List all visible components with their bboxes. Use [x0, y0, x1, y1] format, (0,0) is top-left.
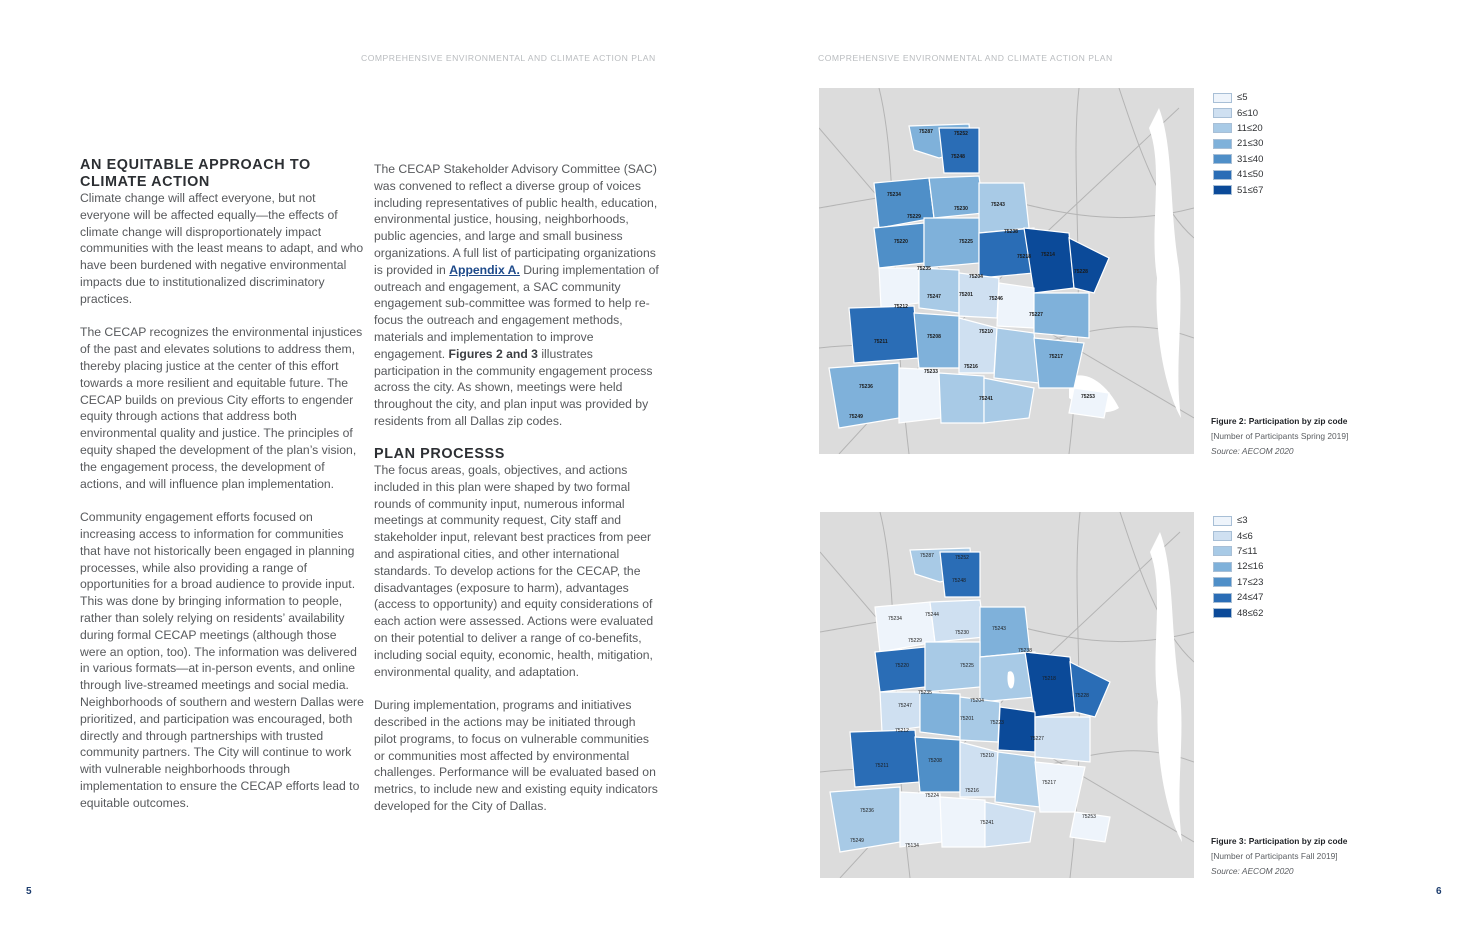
legend-item	[1213, 105, 1263, 120]
svg-text:75243: 75243	[992, 626, 1006, 632]
running-header-right: COMPREHENSIVE ENVIRONMENTAL AND CLIMATE ACTION PLAN	[818, 53, 1113, 63]
svg-text:75224: 75224	[925, 793, 939, 799]
svg-text:75249: 75249	[850, 838, 864, 844]
legend-item	[1213, 513, 1263, 528]
legend-item	[1213, 90, 1263, 105]
legend-label: 24≤47	[1237, 592, 1264, 604]
legend-label: 31≤40	[1237, 153, 1264, 165]
svg-text:75216: 75216	[965, 788, 979, 794]
svg-text:75228: 75228	[1074, 269, 1088, 275]
svg-text:75210: 75210	[979, 329, 993, 335]
legend-item	[1213, 167, 1263, 182]
legend-item	[1213, 590, 1263, 605]
legend-item	[1213, 559, 1263, 574]
svg-text:75248: 75248	[951, 154, 965, 160]
svg-text:75218: 75218	[1017, 254, 1031, 260]
svg-text:75134: 75134	[905, 843, 919, 849]
legend-label: 6≤10	[1237, 107, 1259, 119]
legend-swatch	[1213, 608, 1232, 618]
heading-line-2: CLIMATE ACTION	[80, 173, 210, 190]
figure-2-caption	[1211, 414, 1348, 459]
svg-text:75208: 75208	[928, 758, 942, 764]
text: The CECAP Stakeholder Advisory Committee (SAC) was convened to reflect a diverse group of voices including representatives of public health, education, environmental justice, housing, neighborhoods, public agencies, and large and small business organizations. A full list of participating organizations is provided in	[374, 162, 658, 277]
section-heading	[80, 157, 365, 190]
svg-text:75216: 75216	[964, 364, 978, 370]
caption-source: Source: AECOM 2020	[1211, 446, 1294, 456]
legend-swatch	[1213, 185, 1232, 195]
svg-text:75252: 75252	[955, 555, 969, 561]
legend-label: 51≤67	[1237, 184, 1264, 196]
svg-text:75241: 75241	[980, 820, 994, 826]
legend-item	[1213, 605, 1263, 620]
legend-swatch	[1213, 123, 1232, 133]
svg-text:75246: 75246	[989, 296, 1003, 302]
caption-subtitle: [Number of Participants Spring 2019]	[1211, 431, 1349, 441]
legend-label: 48≤62	[1237, 607, 1264, 619]
figure-2-legend	[1213, 90, 1263, 198]
svg-text:75252: 75252	[954, 131, 968, 137]
legend-label: 41≤50	[1237, 169, 1264, 181]
figure-2-map	[819, 88, 1194, 454]
svg-text:75217: 75217	[1049, 354, 1063, 360]
svg-text:75210: 75210	[980, 753, 994, 759]
section-heading-plan-process: PLAN PROCESSS	[374, 445, 505, 462]
svg-text:75287: 75287	[919, 129, 933, 135]
svg-text:75218: 75218	[1042, 676, 1056, 682]
legend-swatch	[1213, 93, 1232, 103]
svg-text:75220: 75220	[894, 239, 908, 245]
svg-text:75217: 75217	[1042, 780, 1056, 786]
svg-text:75241: 75241	[979, 396, 993, 402]
legend-item	[1213, 575, 1263, 590]
paragraph: During implementation, programs and initiatives described in the actions may be initiated through pilot programs, to focus on vulnerable communities or communities most affected by environmental challenges. Performance will be evaluated based on metrics, to include new and existing equity indicators developed for the City of Dallas.	[374, 698, 658, 813]
figure-3-caption	[1211, 834, 1347, 879]
paragraph-sac	[374, 161, 659, 430]
svg-text:75212: 75212	[895, 728, 909, 734]
legend-swatch	[1213, 516, 1232, 526]
caption-subtitle: [Number of Participants Fall 2019]	[1211, 851, 1338, 861]
svg-text:75243: 75243	[991, 202, 1005, 208]
legend-label: ≤3	[1237, 515, 1248, 527]
paragraph: Community engagement efforts focused on increasing access to information for communities that have not historically been engaged in planning processes, while also providing a range of opportunities for a broad audience to provide input. This was done by bringing information to people, rather than solely relying on residents’ availability during formal CECAP meetings (although those were an option, too). The information was delivered in various formats—at in-person events, and online through live-streamed meetings and social media. Neighborhoods of southern and western Dallas were prioritized, and participation was encouraged, both directly and through partnerships with trusted community partners. The City will continue to work with vulnerable neighborhoods through implementation to ensure the CECAP efforts lead to equitable outcomes.	[80, 510, 364, 810]
legend-swatch	[1213, 108, 1232, 118]
legend-swatch	[1213, 577, 1232, 587]
caption-title: Figure 3: Participation by zip code	[1211, 836, 1348, 846]
legend-label: 17≤23	[1237, 576, 1264, 588]
legend-swatch	[1213, 546, 1232, 556]
svg-text:75247: 75247	[898, 703, 912, 709]
legend-item	[1213, 182, 1263, 197]
legend-label: 21≤30	[1237, 138, 1264, 150]
page-number-right: 6	[1436, 886, 1442, 897]
svg-text:75229: 75229	[908, 638, 922, 644]
svg-text:75223: 75223	[990, 720, 1004, 726]
svg-text:75208: 75208	[927, 334, 941, 340]
svg-text:75204: 75204	[970, 698, 984, 704]
heading-line-1: AN EQUITABLE APPROACH TO	[80, 157, 311, 173]
legend-item	[1213, 544, 1263, 559]
column-sac-plan-process	[374, 161, 659, 815]
legend-swatch	[1213, 170, 1232, 180]
svg-text:75253: 75253	[1081, 394, 1095, 400]
svg-text:75220: 75220	[895, 663, 909, 669]
svg-text:75211: 75211	[874, 339, 888, 345]
page-number-left: 5	[26, 886, 32, 897]
appendix-a-link[interactable]: Appendix A.	[449, 262, 520, 277]
legend-swatch	[1213, 593, 1232, 603]
paragraph: Climate change will affect everyone, but not everyone will be affected equally—the effects of climate change will disproportionately impact communities with the least means to adapt, and who have been burdened with negative environmental impacts due to institutionalized discriminatory practices.	[80, 191, 364, 306]
svg-text:75230: 75230	[954, 206, 968, 212]
legend-item	[1213, 152, 1263, 167]
svg-text:75230: 75230	[955, 630, 969, 636]
legend-swatch	[1213, 154, 1232, 164]
svg-text:75201: 75201	[959, 292, 973, 298]
svg-text:75201: 75201	[960, 716, 974, 722]
svg-text:75214: 75214	[1041, 252, 1055, 258]
svg-text:75227: 75227	[1029, 312, 1043, 318]
legend-item	[1213, 136, 1263, 151]
figure-3-legend	[1213, 513, 1263, 621]
svg-text:75236: 75236	[859, 384, 873, 390]
text: illustrates participation in the community engagement process across the city. As shown, meetings were held throughout the city, and plan input was provided by residents from all Dallas zip codes.	[374, 346, 653, 428]
svg-text:75225: 75225	[960, 663, 974, 669]
svg-text:75235: 75235	[917, 266, 931, 272]
svg-text:75233: 75233	[924, 369, 938, 375]
svg-text:75244: 75244	[925, 612, 939, 618]
svg-text:75236: 75236	[860, 808, 874, 814]
legend-label: 4≤6	[1237, 530, 1253, 542]
svg-text:75238: 75238	[1018, 648, 1032, 654]
svg-text:75248: 75248	[952, 578, 966, 584]
svg-text:75235: 75235	[918, 690, 932, 696]
svg-text:75212: 75212	[894, 304, 908, 310]
svg-text:75225: 75225	[959, 239, 973, 245]
legend-item	[1213, 121, 1263, 136]
caption-source: Source: AECOM 2020	[1211, 866, 1294, 876]
paragraph: The focus areas, goals, objectives, and actions included in this plan were shaped by two formal rounds of community input, numerous informal meetings at community request, City staff and stakeholder input, relevant best practices from peer and aspirational cities, and other international standards. To develop actions for the CECAP, the disadvantages (exposure to harm), advantages (access to opportunity) and equity considerations of each action were assessed. Actions were evaluated on their potential to deliver a range of co-benefits, including social equity, economic, health, mitigation, environmental quality, and adaptation.	[374, 463, 654, 679]
svg-text:75204: 75204	[969, 274, 983, 280]
legend-swatch	[1213, 139, 1232, 149]
legend-label: 11≤20	[1237, 122, 1263, 134]
paragraph: The CECAP recognizes the environmental injustices of the past and elevates solutions to address them, thereby placing justice at the center of this effort towards a more resilient and equitable future. The CECAP builds on previous City efforts to engender equity through actions that address both environmental quality and justice. The principles of equity shaped the development of the plan’s vision, the engagement process, the development of actions, and will influence plan implementation.	[80, 325, 363, 491]
column-equitable-approach	[80, 157, 365, 811]
svg-text:75229: 75229	[907, 214, 921, 220]
legend-swatch	[1213, 562, 1232, 572]
legend-label: 7≤11	[1237, 545, 1258, 557]
svg-text:75247: 75247	[927, 294, 941, 300]
svg-text:75234: 75234	[887, 192, 901, 198]
legend-item	[1213, 528, 1263, 543]
figure-3-map	[820, 512, 1194, 878]
svg-text:75287: 75287	[920, 553, 934, 559]
svg-text:75228: 75228	[1075, 693, 1089, 699]
svg-text:75227: 75227	[1030, 736, 1044, 742]
caption-title: Figure 2: Participation by zip code	[1211, 416, 1348, 426]
svg-text:75249: 75249	[849, 414, 863, 420]
legend-swatch	[1213, 531, 1232, 541]
running-header-left: COMPREHENSIVE ENVIRONMENTAL AND CLIMATE ACTION PLAN	[361, 53, 656, 63]
bold-text: Figures 2 and 3	[448, 346, 538, 361]
svg-text:75238: 75238	[1004, 229, 1018, 235]
svg-text:75234: 75234	[888, 616, 902, 622]
legend-label: 12≤16	[1237, 561, 1264, 573]
legend-label: ≤5	[1237, 92, 1248, 104]
text: During implementation of outreach and engagement, a SAC community engagement sub-committee was formed to help re-focus the outreach and engagement methods, materials and implementation to improve engagement.	[374, 262, 659, 361]
svg-text:75211: 75211	[875, 763, 889, 769]
svg-text:75253: 75253	[1082, 814, 1096, 820]
